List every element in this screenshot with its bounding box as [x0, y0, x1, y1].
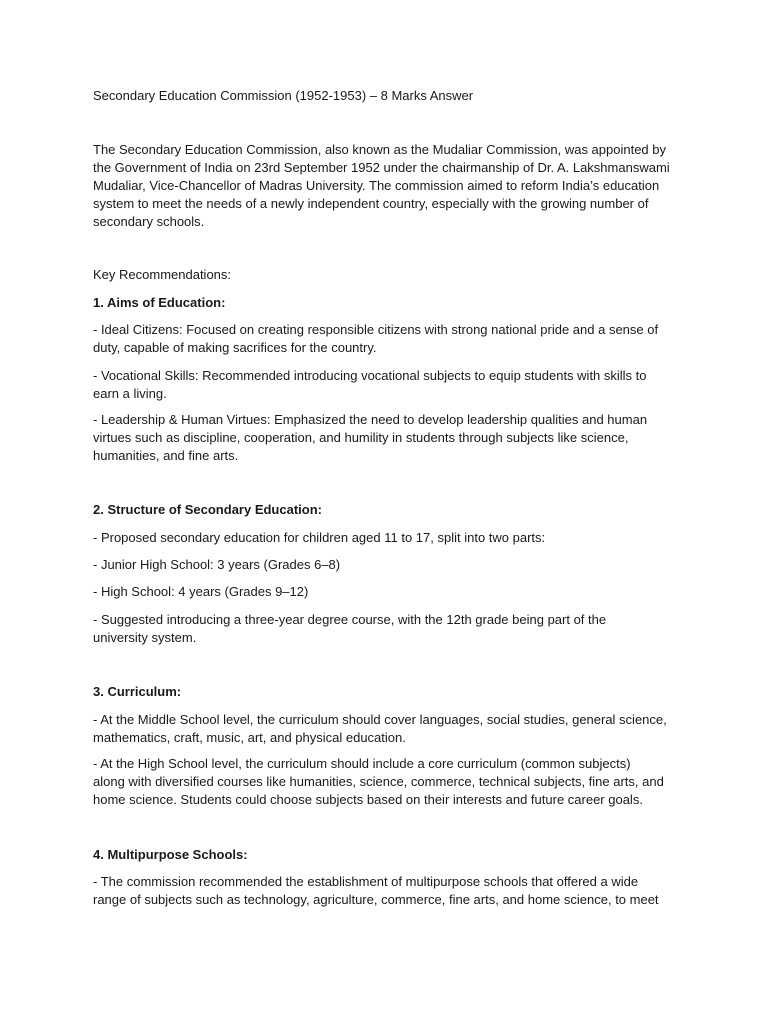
paragraph-line: - At the Middle School level, the curriculum should cover languages, social studies, general science,: [93, 712, 667, 727]
paragraph-line: earn a living.: [93, 386, 167, 401]
paragraph-line: - Junior High School: 3 years (Grades 6–8): [93, 557, 341, 572]
paragraph-line: mathematics, craft, music, art, and physical education.: [93, 730, 406, 745]
paragraph-line: university system.: [93, 630, 197, 645]
paragraph-line: duty, capable of making sacrifices for the country.: [93, 340, 377, 355]
paragraph-line: - The commission recommended the establishment of multipurpose schools that offered a wide: [93, 874, 639, 889]
paragraph-line: - Ideal Citizens: Focused on creating responsible citizens with strong national pride and a sense of: [93, 322, 659, 337]
paragraph-line: virtues such as discipline, cooperation, and humility in students through subjects like science,: [93, 430, 629, 445]
paragraph-line: - Leadership & Human Virtues: Emphasized the need to develop leadership qualities and human: [93, 412, 648, 427]
key-recommendations-heading: Key Recommendations:: [93, 267, 232, 282]
paragraph-line: - High School: 4 years (Grades 9–12): [93, 584, 309, 599]
paragraph-line: - At the High School level, the curriculum should include a core curriculum (common subjects): [93, 756, 631, 771]
intro-line: Mudaliar, Vice-Chancellor of Madras University. The commission aimed to reform India’s education: [93, 178, 660, 193]
page-title: Secondary Education Commission (1952-1953) – 8 Marks Answer: [93, 88, 474, 103]
intro-line: secondary schools.: [93, 214, 205, 229]
paragraph-line: humanities, and fine arts.: [93, 448, 239, 463]
paragraph-line: - Proposed secondary education for children aged 11 to 17, split into two parts:: [93, 530, 546, 545]
paragraph-line: range of subjects such as technology, agriculture, commerce, fine arts, and home science, to meet: [93, 892, 659, 907]
section-heading-aims: 1. Aims of Education:: [93, 295, 226, 310]
paragraph-line: - Vocational Skills: Recommended introducing vocational subjects to equip students with skills to: [93, 368, 647, 383]
intro-line: system to meet the needs of a newly independent country, especially with the growing number of: [93, 196, 649, 211]
section-heading-curriculum: 3. Curriculum:: [93, 684, 182, 699]
intro-line: the Government of India on 23rd September 1952 under the chairmanship of Dr. A. Lakshmanswami: [93, 160, 670, 175]
paragraph-line: home science. Students could choose subjects based on their interests and future career goals.: [93, 792, 643, 807]
intro-line: The Secondary Education Commission, also known as the Mudaliar Commission, was appointed by: [93, 142, 667, 157]
paragraph-line: along with diversified courses like humanities, science, commerce, technical subjects, fine arts, and: [93, 774, 664, 789]
section-heading-structure: 2. Structure of Secondary Education:: [93, 502, 322, 517]
paragraph-line: - Suggested introducing a three-year degree course, with the 12th grade being part of the: [93, 612, 607, 627]
section-heading-multipurpose: 4. Multipurpose Schools:: [93, 847, 248, 862]
